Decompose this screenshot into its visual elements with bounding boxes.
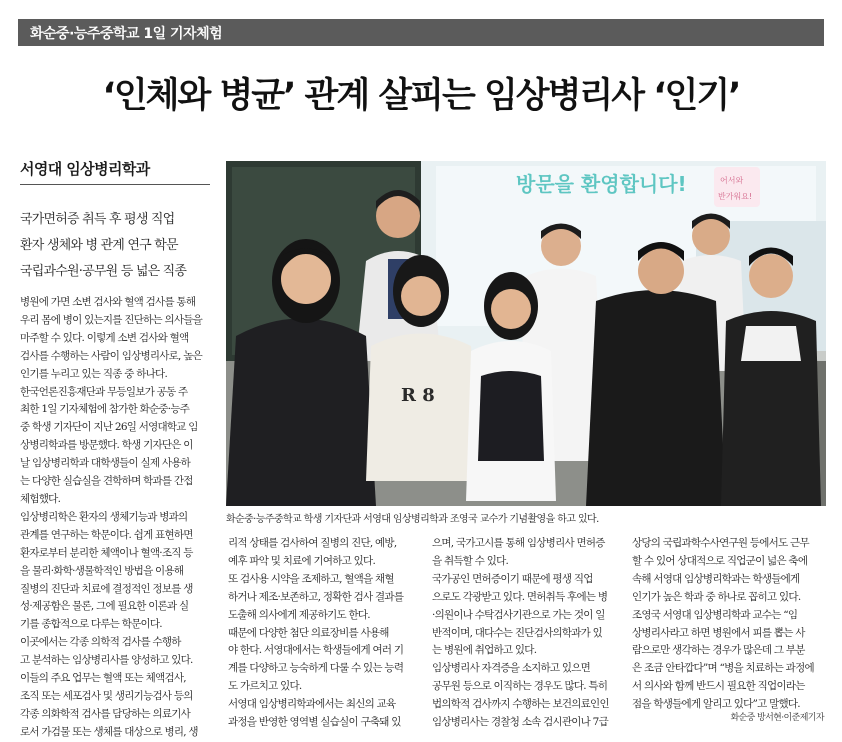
lead-line: 환자 생체와 병 관계 연구 학문 (20, 238, 178, 253)
subhead: 서영대 임상병리학과 (20, 160, 150, 178)
body-line: 우리 몸에 병이 있는지를 진단하는 의사들을 (20, 313, 203, 326)
banner-text: 방문을 환영합니다! (516, 172, 687, 196)
body-line: 질병의 진단과 치료에 결정적인 정보를 생 (20, 582, 193, 595)
lead-line: 국립과수원·공무원 등 넓은 직종 (20, 264, 187, 279)
body-column-2 (228, 535, 420, 732)
body-line: 속해 서영대 임상병리학과는 학생들에게 (632, 572, 800, 585)
lead-summary (20, 207, 210, 285)
body-line: 환자로부터 분리한 체액이나 혈액·조직 등 (20, 546, 193, 559)
body-line: 은 조금 안타깝다”며 “병을 치료하는 과정에 (632, 662, 814, 675)
body-line: 국가공인 면허증이기 때문에 평생 직업 (432, 572, 593, 585)
body-line: 과정을 반영한 영역별 실습실이 구축돼 있 (228, 716, 401, 729)
body-line: 도 가르치고 있다. (228, 680, 302, 693)
body-line: 서영대 임상병리학과에서는 최신의 교육 (228, 698, 396, 711)
body-line: 때문에 다양한 첨단 의료장비를 사용해 (228, 626, 389, 639)
body-line: 임상병리사 자격증을 소지하고 있으면 (432, 662, 591, 675)
body-line: 야 한다. 서영대에서는 학생들에게 여러 기 (228, 644, 404, 657)
body-line: 이들의 주요 업무는 혈액 또는 체액검사, (20, 672, 186, 685)
byline: 화순중 방서현·이준제기자 (730, 713, 824, 723)
body-line: 하거나 제조·보존하고, 정확한 검사 결과를 (228, 590, 404, 603)
body-line: 리적 상태를 검사하여 질병의 진단, 예방, (228, 537, 397, 549)
banner-note-2: 반가워요! (718, 192, 753, 201)
body-line: 상당의 국립과학수사연구원 등에서도 근무 (632, 537, 809, 549)
body-line: 이곳에서는 각종 의학적 검사를 수행하 (20, 636, 181, 649)
body-line: 계를 다양하고 능숙하게 다룰 수 있는 능력 (228, 662, 404, 675)
lead-line: 국가면허증 취득 후 평생 직업 (20, 212, 175, 227)
body-line: 각종 의화학적 검사를 담당하는 의료기사 (20, 707, 191, 720)
photo-caption: 화순중·능주중학교 학생 기자단과 서영대 임상병리학과 조영국 교수가 기념촬영을 하고 있다. (226, 514, 599, 525)
headline: ‘인체와 병균’ 관계 살피는 임상병리사 ‘인기’ (102, 76, 740, 116)
body-line: 로서 가검물 또는 생체를 대상으로 병리, 생 (20, 725, 198, 738)
body-line: 한국언론진흥재단과 무등일보가 공동 주 (20, 385, 188, 398)
body-line: 성·제공함은 물론, 그에 필요한 이론과 실 (20, 600, 189, 613)
body-line: 공무원 등으로 이직하는 경우도 많다. 특히 (432, 680, 608, 693)
body-line: 인기를 누리고 있는 직종 중 하나다. (20, 367, 168, 380)
body-column-3 (432, 535, 624, 732)
body-line: ·의원이나 수탁검사기관으로 가는 것이 일 (432, 608, 605, 621)
body-line: 병원에 가면 소변 검사와 혈액 검사를 통해 (20, 296, 196, 308)
section-label-bar (18, 19, 824, 46)
group-photo (226, 161, 826, 506)
subhead-rule (20, 184, 210, 185)
body-line: 상병리학과를 방문했다. 학생 기자단은 이 (20, 439, 193, 452)
body-line: 반적이며, 대다수는 진단검사의학과가 있 (432, 626, 603, 639)
body-line: 체험했다. (20, 492, 61, 505)
body-line: 임상병리사는 경찰청 소속 검시관이나 7급 (432, 716, 608, 729)
body-line: 마주할 수 있다. 이렇게 소변 검사와 혈액 (20, 331, 189, 344)
body-column-1 (20, 294, 212, 742)
banner-note: 어서와 (720, 176, 744, 185)
body-line: 도출해 의사에게 제공하기도 한다. (228, 608, 370, 621)
body-line: 고 분석하는 임상병리사를 양성하고 있다. (20, 654, 193, 667)
body-line: 조영국 서영대 임상병리학과 교수는 “임 (632, 608, 798, 621)
svg-text:R 8: R 8 (401, 385, 435, 406)
body-line: 법의학적 검사까지 수행하는 보건의료인인 (432, 698, 609, 711)
body-line: 예후 파악 및 치료에 기여하고 있다. (228, 554, 376, 567)
body-line: 할 수 있어 상대적으로 직업군이 넓은 축에 (632, 554, 808, 567)
body-line: 는 다양한 실습실을 견학하며 학과를 간접 (20, 475, 193, 488)
body-line: 상병리사라고 하면 병원에서 피를 뽑는 사 (632, 626, 805, 639)
body-line: 관계를 연구하는 학문이다. 쉽게 표현하면 (20, 528, 193, 541)
body-column-4 (632, 535, 826, 714)
body-line: 점을 학생들에게 알리고 있다”고 말했다. (632, 698, 800, 711)
section-label: 화순중·능주중학교 1일 기자체험 (30, 26, 223, 42)
body-line: 는 병원에 취업하고 있다. (432, 644, 537, 657)
body-line: 중 학생 기자단이 지난 26일 서영대학교 임 (20, 421, 198, 434)
body-line: 을 물리·화학·생물학적인 방법을 이용해 (20, 564, 184, 577)
body-line: 최한 1일 기자체험에 참가한 화순중·능주 (20, 403, 190, 416)
body-line: 또 검사용 시약을 조제하고, 혈액을 채혈 (228, 572, 394, 585)
body-line: 인기가 높은 학과 중 하나로 꼽히고 있다. (632, 590, 801, 603)
body-line: 검사를 수행하는 사람이 임상병리사로, 높은 (20, 349, 203, 362)
body-line: 으며, 국가고시를 통해 임상병리사 면허증 (432, 537, 605, 549)
body-line: 임상병리학은 환자의 생체기능과 병과의 (20, 510, 188, 523)
body-line: 람으로만 생각하는 경우가 많은데 그 부분 (632, 644, 805, 657)
body-line: 날 임상병리학과 대학생들이 실제 사용하 (20, 457, 191, 470)
body-line: 으로도 각광받고 있다. 면허취득 후에는 병 (432, 590, 608, 603)
body-line: 조직 또는 세포검사 및 생리기능검사 등의 (20, 689, 193, 702)
body-line: 을 취득할 수 있다. (432, 554, 509, 567)
body-line: 서 의사와 함께 반드시 필요한 직업이라는 (632, 680, 805, 693)
body-line: 기를 종합적으로 다루는 학문이다. (20, 618, 162, 631)
